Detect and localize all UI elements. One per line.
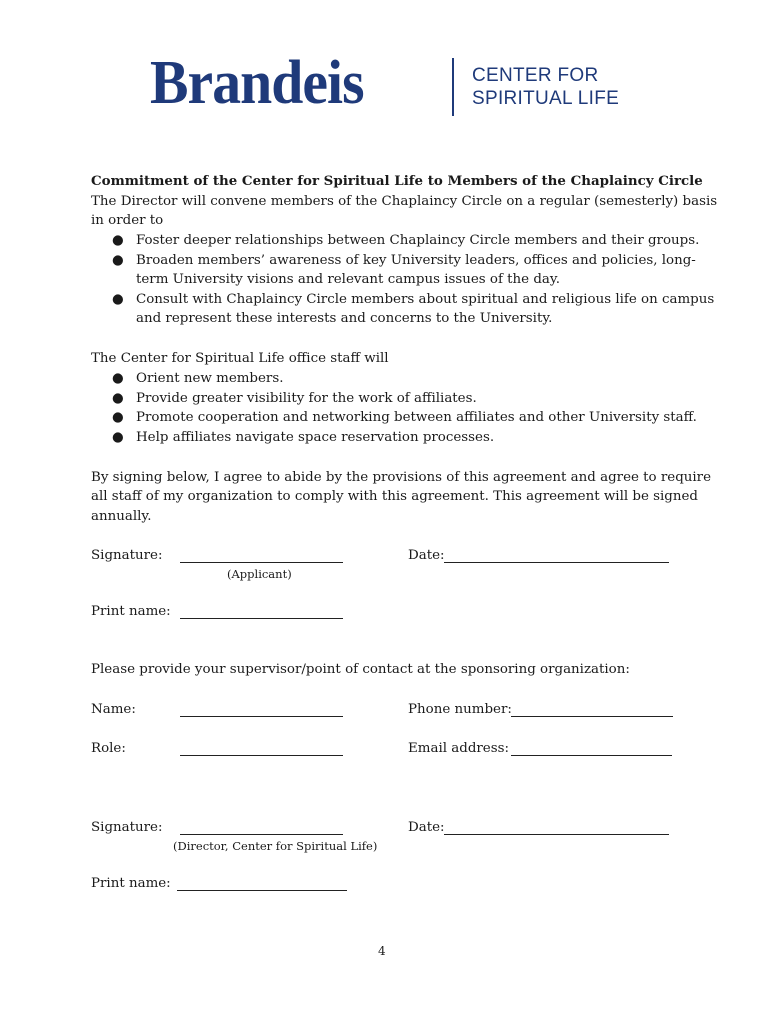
agreement-line3: annually. bbox=[91, 509, 152, 524]
supervisor-email-line[interactable] bbox=[511, 755, 672, 756]
logo-subtitle bbox=[472, 64, 619, 110]
director-signature-label: Signature: bbox=[91, 820, 163, 835]
bullet-text: Foster deeper relationships between Chaplaincy Circle members and their groups. bbox=[136, 233, 700, 248]
logo-subtitle-line1: CENTER FOR bbox=[472, 65, 599, 86]
applicant-signature-line[interactable] bbox=[180, 562, 343, 563]
director-signature-caption: (Director, Center for Spiritual Life) bbox=[173, 839, 378, 853]
logo-wordmark: Brandeis bbox=[150, 49, 364, 117]
bullet-text-continued: and represent these interests and concerns to the University. bbox=[136, 311, 553, 327]
list-item bbox=[91, 290, 715, 329]
page-number: 4 bbox=[378, 944, 386, 958]
applicant-date-label: Date: bbox=[408, 548, 445, 563]
applicant-signature-label: Signature: bbox=[91, 548, 163, 563]
logo-divider bbox=[452, 58, 454, 116]
commitment-bullet-list bbox=[91, 231, 715, 329]
applicant-date-line[interactable] bbox=[444, 562, 669, 563]
list-item bbox=[91, 369, 691, 389]
list-item bbox=[91, 428, 691, 448]
supervisor-phone-line[interactable] bbox=[511, 716, 673, 717]
supervisor-name-line[interactable] bbox=[180, 716, 343, 717]
list-item bbox=[91, 231, 700, 251]
director-print-name-label: Print name: bbox=[91, 876, 171, 891]
list-item bbox=[91, 389, 691, 409]
director-signature-line[interactable] bbox=[180, 834, 343, 835]
supervisor-role-line[interactable] bbox=[180, 755, 343, 756]
director-print-name-line[interactable] bbox=[177, 890, 347, 891]
bullet-text: Consult with Chaplaincy Circle members about spiritual and religious life on campus bbox=[136, 291, 715, 307]
bullet-text-continued: term University visions and relevant campus issues of the day. bbox=[136, 272, 560, 288]
applicant-print-name-label: Print name: bbox=[91, 604, 171, 619]
applicant-signature-caption: (Applicant) bbox=[227, 567, 292, 581]
bullet-icon: ● bbox=[112, 410, 124, 426]
commitment-intro-line1: The Director will convene members of the Chaplaincy Circle on a regular (semesterly) basis bbox=[91, 194, 718, 209]
bullet-text: Provide greater visibility for the work of affiliates. bbox=[136, 390, 477, 406]
director-date-label: Date: bbox=[408, 820, 445, 835]
bullet-icon: ● bbox=[112, 371, 124, 386]
agreement-line2: all staff of my organization to comply with this agreement. This agreement will be signed bbox=[91, 489, 698, 504]
bullet-text: Help affiliates navigate space reservation processes. bbox=[136, 429, 495, 445]
supervisor-phone-label: Phone number: bbox=[408, 702, 512, 717]
supervisor-email-label: Email address: bbox=[408, 741, 509, 756]
logo-subtitle-line2: SPIRITUAL LIFE bbox=[472, 88, 620, 109]
supervisor-name-label: Name: bbox=[91, 702, 136, 717]
bullet-text: Broaden members’ awareness of key University leaders, offices and policies, long- bbox=[136, 252, 696, 268]
agreement-line1: By signing below, I agree to abide by the provisions of this agreement and agree to require bbox=[91, 470, 712, 485]
director-date-line[interactable] bbox=[444, 834, 669, 835]
bullet-icon: ● bbox=[112, 429, 124, 445]
supervisor-role-label: Role: bbox=[91, 741, 126, 756]
staff-intro: The Center for Spiritual Life office staff will bbox=[91, 351, 389, 366]
commitment-heading: Commitment of the Center for Spiritual Life to Members of the Chaplaincy Circle bbox=[91, 173, 703, 189]
commitment-intro-line2: in order to bbox=[91, 213, 164, 228]
bullet-icon: ● bbox=[112, 233, 124, 248]
bullet-text: Promote cooperation and networking between affiliates and other University staff. bbox=[136, 410, 697, 426]
list-item bbox=[91, 251, 696, 290]
bullet-icon: ● bbox=[112, 252, 124, 268]
staff-bullet-list bbox=[91, 369, 697, 447]
list-item bbox=[91, 408, 697, 428]
bullet-icon: ● bbox=[112, 390, 124, 406]
supervisor-prompt: Please provide your supervisor/point of contact at the sponsoring organization: bbox=[91, 662, 630, 677]
bullet-text: Orient new members. bbox=[136, 371, 284, 386]
bullet-icon: ● bbox=[112, 291, 124, 307]
applicant-print-name-line[interactable] bbox=[180, 618, 343, 619]
